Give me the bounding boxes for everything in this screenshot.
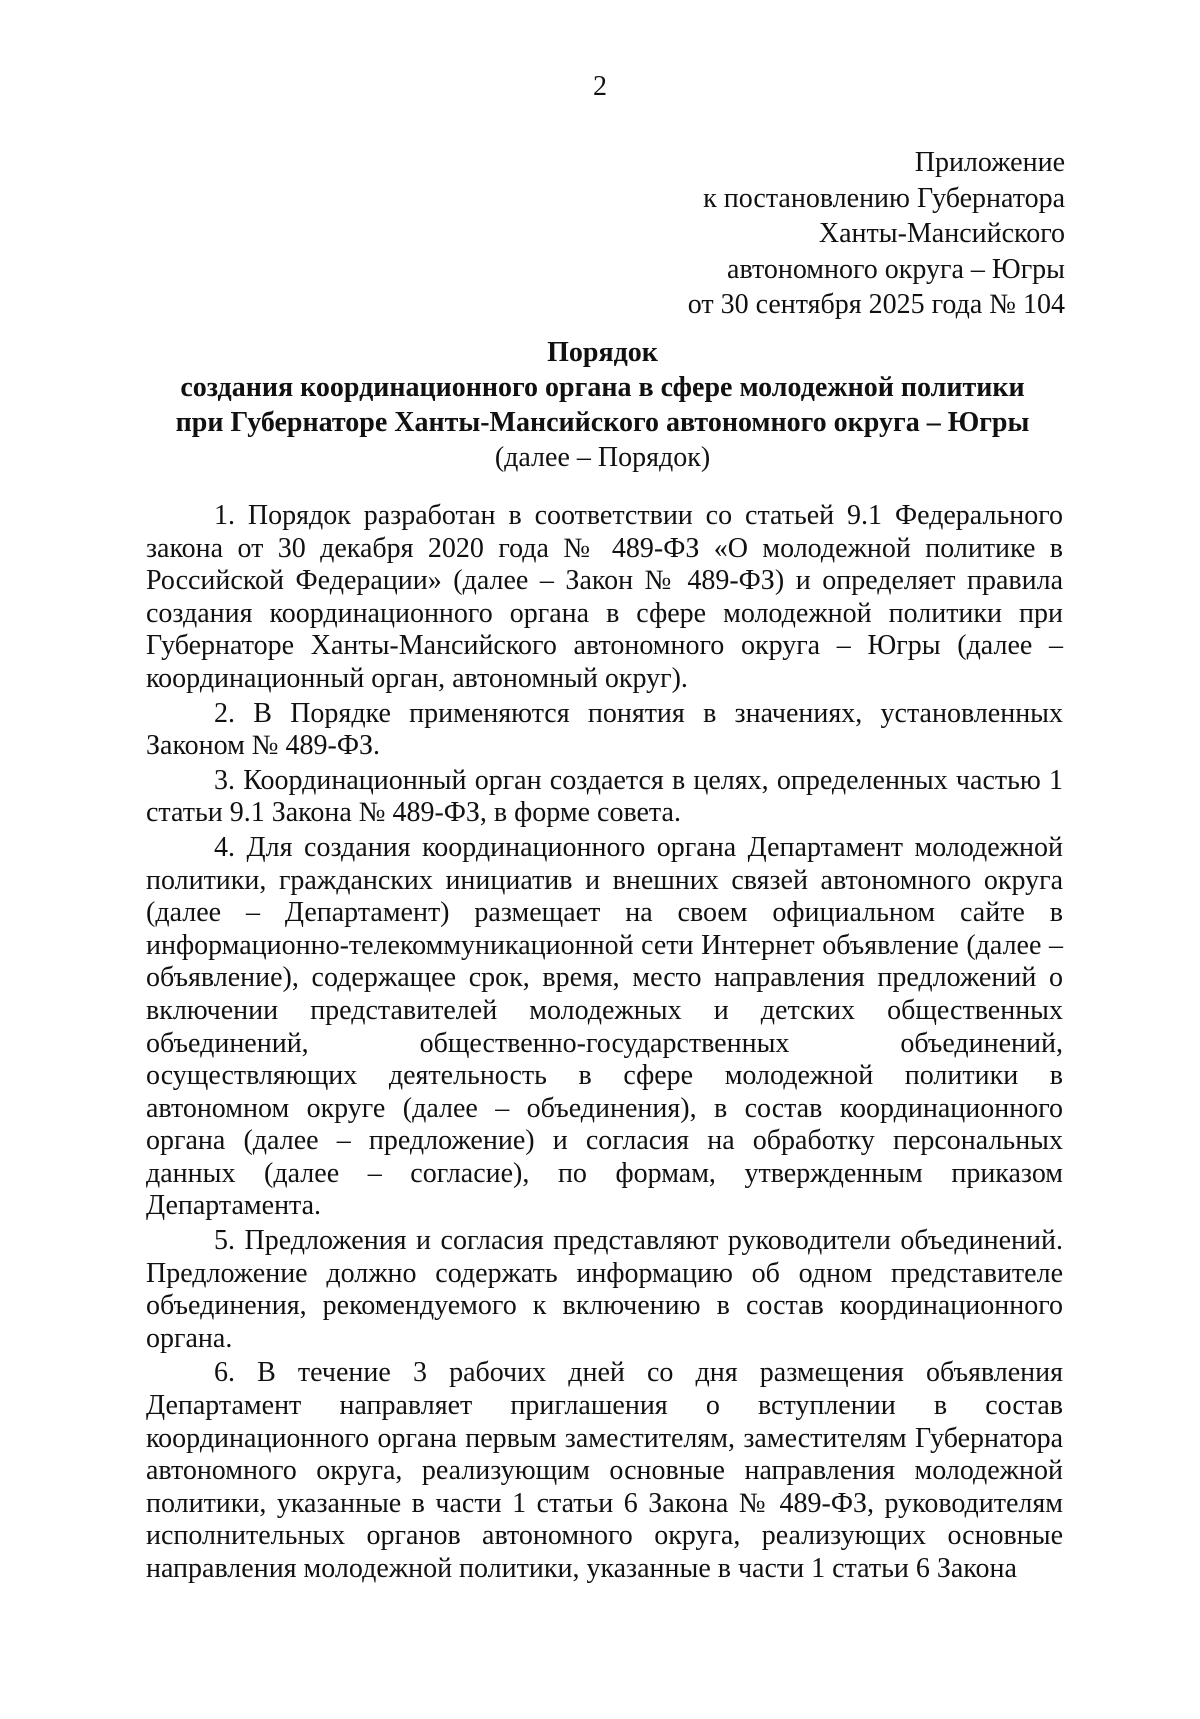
paragraph-4: 4. Для создания координационного органа Департамент молодежной политики, гражданских инициатив и внешних связей автономного округа (далее – Департамент) размещает на своем официальном сайте в информационно-телекоммуникационной сети Интернет объявление (далее – объявление), содержащее срок, время, место направления предложений о включении представителей молодежных и детских общественных объединений, общественно-государственных объединений, осуществляющих деятельность в сфере молодежной политики в автономном округе (далее – объединения), в состав координационного органа (далее – предложение) и согласия на обработку персональных данных (далее – согласие), по формам, утвержденным приказом Департамента.	[146, 831, 1063, 1222]
paragraph-3: 3. Координационный орган создается в целях, определенных частью 1 статьи 9.1 Закона № 489-ФЗ, в форме совета.	[146, 764, 1063, 829]
title-line-2: при Губернаторе Ханты-Мансийского автономного округа – Югры	[175, 407, 1030, 438]
appendix-line: Приложение	[914, 147, 1065, 178]
title-note: (далее – Порядок)	[494, 442, 711, 473]
title-line-1: создания координационного органа в сфере молодежной политики	[180, 372, 1025, 403]
appendix-line: к постановлению Губернатора	[703, 182, 1065, 214]
appendix-block	[465, 145, 1065, 323]
page-number: 2	[593, 71, 607, 102]
paragraph-2: 2. В Порядке применяются понятия в значениях, установленных Законом № 489-ФЗ.	[146, 697, 1063, 762]
appendix-line: Ханты-Мансийского	[818, 218, 1065, 249]
paragraph-5: 5. Предложения и согласия представляют руководители объединений. Предложение должно содержать информацию об одном представителе объединения, рекомендуемого к включению в состав координационного органа.	[146, 1225, 1063, 1354]
title-heading: Порядок	[547, 337, 658, 368]
paragraph-6: 6. В течение 3 рабочих дней со дня размещения объявления Департамент направляет приглашения о вступлении в состав координационного органа первым заместителям, заместителям Губернатора автономного округа, реализующим основные направления молодежной политики, указанные в части 1 статьи 6 Закона № 489-ФЗ, руководителям исполнительных органов автономного округа, реализующих основные направления молодежной политики, указанные в части 1 статьи 6 Закона	[146, 1357, 1063, 1584]
appendix-line: от 30 сентября 2025 года № 104	[687, 289, 1065, 320]
paragraph-1: 1. Порядок разработан в соответствии со статьей 9.1 Федерального закона от 30 декабря 2020 года № 489-ФЗ «О молодежной политике в Российской Федерации» (далее – Закон № 489-ФЗ) и определяет правила создания координационного органа в сфере молодежной политики при Губернаторе Ханты-Мансийского автономного округа – Югры (далее – координационный орган, автономный округ).	[146, 500, 1063, 694]
document-title	[140, 335, 1065, 475]
document-body	[146, 500, 1063, 1588]
appendix-line: автономного округа – Югры	[727, 253, 1065, 285]
